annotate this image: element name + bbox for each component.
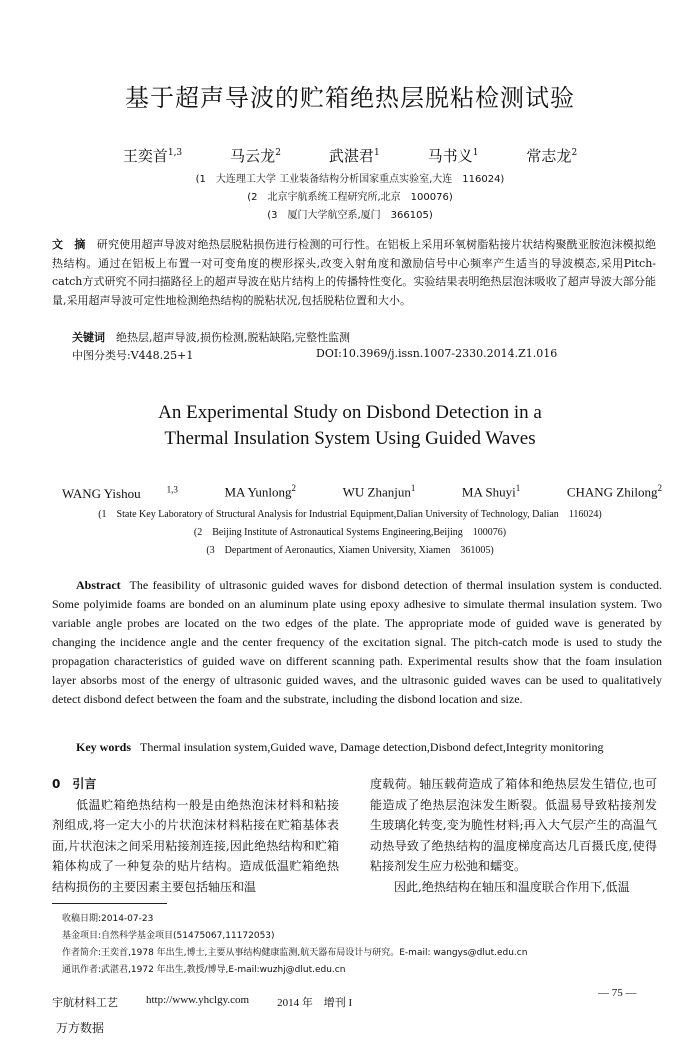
english-title-line-2: Thermal Insulation System Using Guided Waves: [164, 428, 536, 449]
footnote-received: 收稿日期:2014-07-23: [62, 914, 154, 924]
chinese-abstract: [52, 236, 656, 310]
en-author: WU Zhanjun$^1$: [342, 483, 416, 500]
en-abstract-text: The feasibility of ultrasonic guided waves for disbond detection of thermal insulation system is conducted. Some polyimide foams are bonded on an aluminum plate using epoxy adhesive to simulate thermal insulation system. Two variable angle probes are located on the two edges of the plate. The appropriate mode of guided wave is generated by changing the incidence angle and the center frequency of the excitation signal. The pitch-catch mode is used to study the propagation characteristics of guided wave on different scanning path. Experimental results show that the foam insulation layer absorbs most of the energy of ultrasonic guided waves, and the ultrasonic guided waves can be used to qualitatively detect disbond defect between the foam and the substrate, including the disbond location and size.: [52, 578, 662, 706]
cn-author: 武湛君$^1$: [328, 147, 380, 165]
cn-affiliation-1: (1 大连理工大学 工业装备结构分析国家重点实验室,大连 116024): [195, 174, 505, 185]
en-author: CHANG Zhilong$^2$: [566, 483, 662, 500]
footer-url: http://www.yhclgy.com: [146, 994, 250, 1006]
footnote-corresponding: 通讯作者:武湛君,1972 年出生,教授/博导,E-mail:wuzhj@dlut.edu.cn: [62, 965, 346, 975]
cn-abstract-text: 研究使用超声导波对绝热层脱粘损伤进行检测的可行性。在铝板上采用环氧树脂粘接片状结构聚酰亚胺泡沫模拟绝热结构。通过在铝板上布置一对可变角度的楔形探头,改变入射角度和激励信号中心频率产生适当的导波模态,采用Pitch-catch方式研究不同扫描路径上的超声导波在贴片结构上的传播特性变化。实验结果表明绝热层泡沫吸收了超声导波大部分能量,采用超声导波可定性地检测绝热结构的脱粘状况,包括脱粘位置和大小。: [52, 238, 657, 307]
en-affiliation-3: (3 Department of Aeronautics, Xiamen University, Xiamen 361005): [206, 545, 494, 556]
cn-affiliation-2: (2 北京宇航系统工程研究所,北京 100076): [247, 192, 453, 203]
body-paragraph: 因此,绝热结构在轴压和温度联合作用下,低温: [394, 879, 630, 894]
en-affiliation-1: (1 State Key Laboratory of Structural Analysis for Industrial Equipment,Dalian University of Technology, Dalian 116024): [98, 509, 602, 520]
en-abstract-label: Abstract: [76, 578, 121, 592]
right-column: [370, 774, 657, 897]
en-author: MA Yunlong$^2$: [224, 483, 297, 500]
classification-number: 中图分类号:V448.25+1: [72, 349, 194, 362]
section-heading: 0 引言: [52, 777, 97, 791]
chinese-author-list: [0, 145, 700, 166]
doi: DOI:10.3969/j.issn.1007-2330.2014.Z1.016: [316, 347, 558, 360]
cn-affiliation-3: (3 厦门大学航空系,厦门 366105): [267, 210, 433, 221]
body-paragraph: 度载荷。轴压载荷造成了箱体和绝热层发生错位,也可能造成了绝热层泡沫发生断裂。低温易导致粘接剂发生玻璃化转变,变为脆性材料;再入大气层产生的高温气动热导致了绝热结构的温度梯度高达几百摄氏度,使得粘接剂发生应力松弛和蠕变。: [370, 777, 657, 873]
cn-author: 马书义$^1$: [427, 147, 479, 165]
left-column: [52, 774, 339, 897]
cn-abstract-label: 文 摘: [52, 238, 86, 251]
english-keywords: Key words Thermal insulation system,Guided wave, Damage detection,Disbond defect,Integrity monitoring: [76, 740, 604, 754]
en-affiliation-2: (2 Beijing Institute of Astronautical Systems Engineering,Beijing 100076): [193, 527, 507, 538]
en-author: MA Shuyi$^1$: [461, 483, 521, 500]
page-footer: [52, 994, 352, 1010]
footnote-author-bio: 作者简介:王奕首,1978 年出生,博士,主要从事结构健康监测,航天器布局设计与研究。E-mail: wangys@dlut.edu.cn: [62, 948, 528, 958]
cn-author: 马云龙$^2$: [230, 147, 281, 165]
footnote-fund: 基金项目:自然科学基金项目(51475067,11172053): [62, 931, 275, 941]
body-paragraph: 低温贮箱绝热结构一般是由绝热泡沫材料和粘接剂组成,将一定大小的片状泡沫材料粘接在贮箱基体表面,片状泡沫之间采用粘接剂连接,因此绝热结构和贮箱箱体构成了一种复杂的贴片结构。造成低温贮箱绝热结构损伤的主要因素主要包括轴压和温: [52, 797, 339, 894]
footer-journal: 宇航材料工艺: [52, 997, 118, 1009]
chinese-keywords: 关键词 绝热层,超声导波,损伤检测,脱粘缺陷,完整性监测: [72, 331, 350, 344]
english-author-list: [62, 483, 662, 502]
footer-issue: 2014 年 增刊 I: [277, 997, 353, 1009]
page-number: — 75 —: [598, 987, 637, 999]
cn-author: 常志龙$^2$: [526, 147, 578, 165]
wanfang-brand: 万方数据: [56, 1021, 105, 1035]
cn-author: 王奕首$^{1,3}$: [122, 147, 183, 165]
english-title-line-1: An Experimental Study on Disbond Detection in a: [158, 402, 542, 423]
english-abstract: [52, 576, 662, 709]
footnote-divider: [52, 903, 167, 904]
chinese-title: 基于超声导波的贮箱绝热层脱粘检测试验: [125, 84, 575, 112]
en-author: WANG Yishou $^{1,3}$: [62, 484, 178, 501]
